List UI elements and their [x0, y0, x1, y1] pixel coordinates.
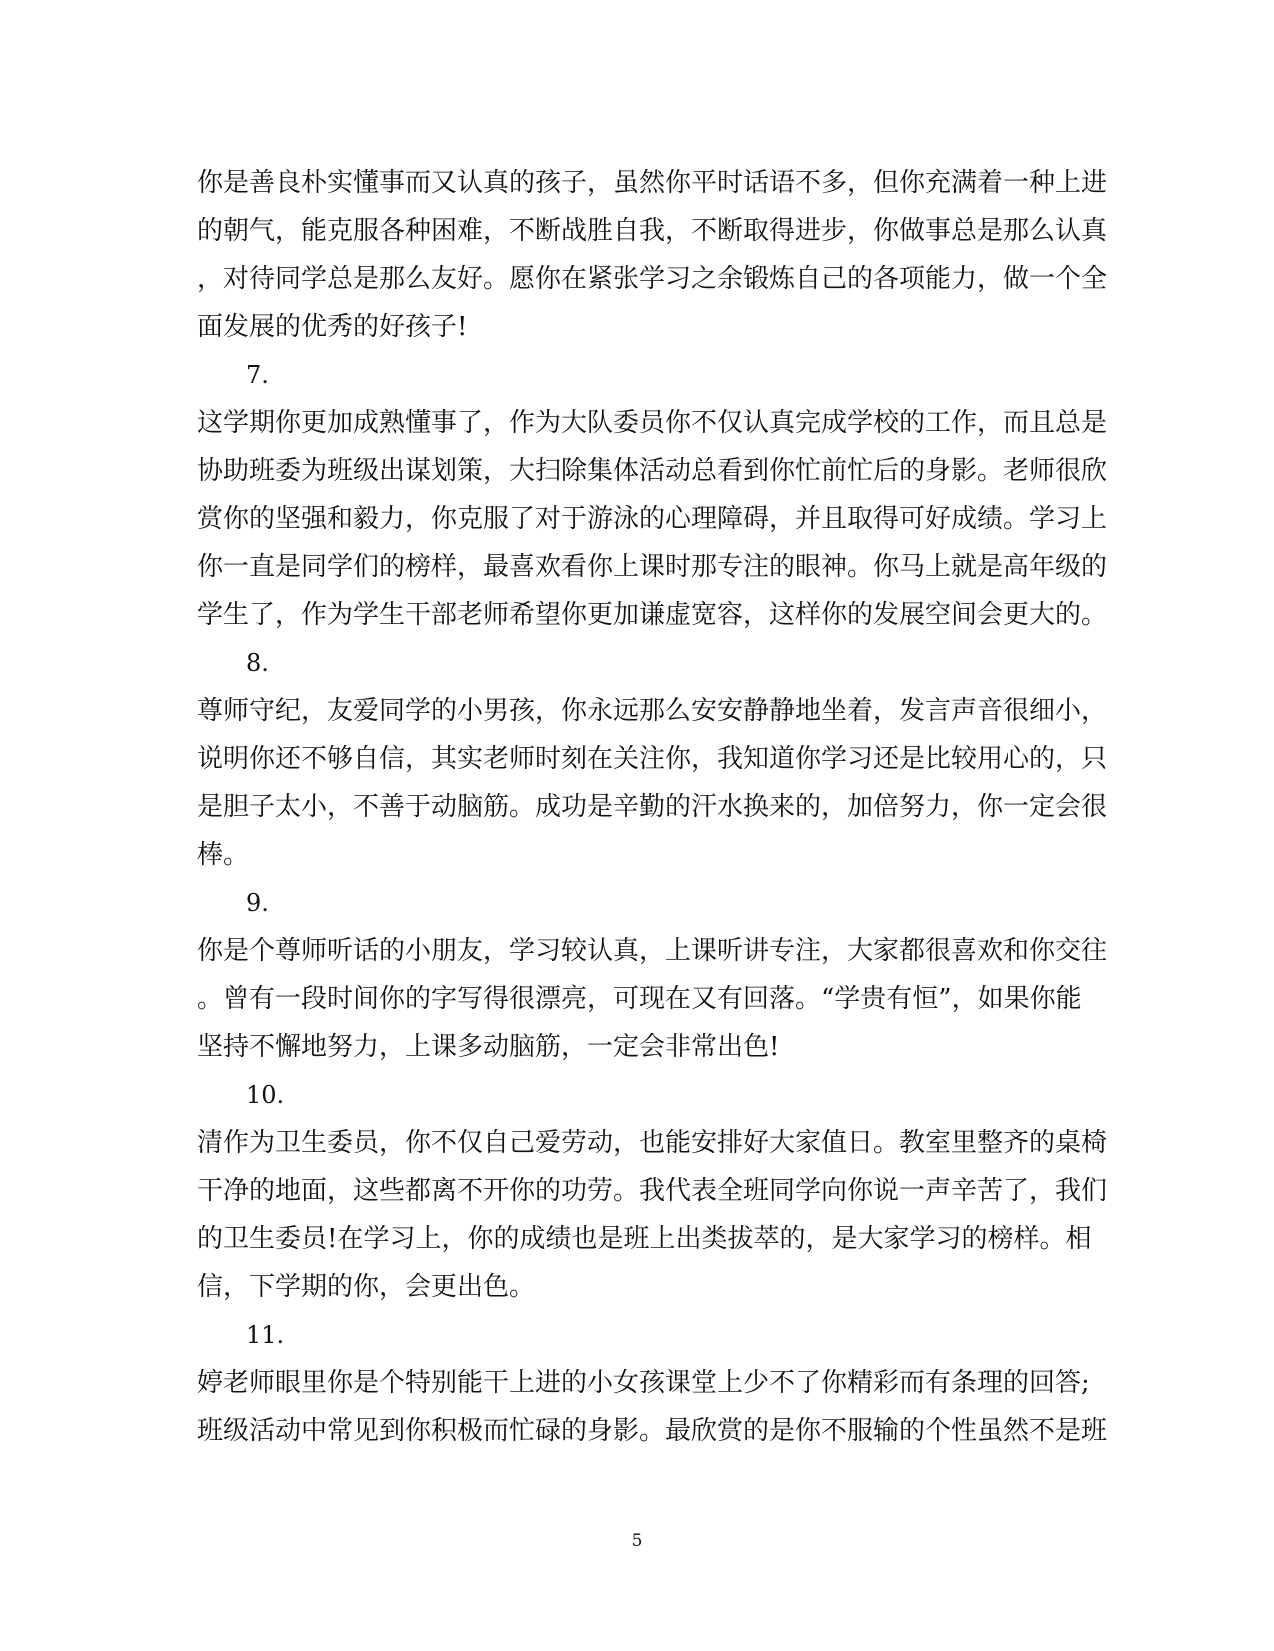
- item-number: 8.: [246, 649, 269, 677]
- text-line: 说明你还不够自信，其实老师时刻在关注你，我知道你学习还是比较用心的，只: [197, 744, 1108, 774]
- item-number: 11.: [246, 1321, 285, 1349]
- item-number: 10.: [246, 1081, 285, 1109]
- text-line: 学生了，作为学生干部老师希望你更加谦虚宽容，这样你的发展空间会更大的。: [197, 600, 1108, 630]
- text-line: 的朝气，能克服各种困难，不断战胜自我，不断取得进步，你做事总是那么认真: [197, 216, 1108, 246]
- text-line: 赏你的坚强和毅力，你克服了对于游泳的心理障碍，并且取得可好成绩。学习上: [197, 504, 1108, 534]
- text-line: 尊师守纪，友爱同学的小男孩，你永远那么安安静静地坐着，发言声音很细小，: [197, 696, 1108, 726]
- text-line: 是胆子太小，不善于动脑筋。成功是辛勤的汗水换来的，加倍努力，你一定会很: [197, 792, 1108, 822]
- text-line: 干净的地面，这些都离不开你的功劳。我代表全班同学向你说一声辛苦了，我们: [197, 1176, 1108, 1206]
- text-line: 你是善良朴实懂事而又认真的孩子，虽然你平时话语不多，但你充满着一种上进: [197, 168, 1108, 198]
- text-line: ，对待同学总是那么友好。愿你在紧张学习之余锻炼自己的各项能力，做一个全: [197, 264, 1108, 294]
- text-line: 你一直是同学们的榜样，最喜欢看你上课时那专注的眼神。你马上就是高年级的: [197, 552, 1108, 582]
- text-line: 这学期你更加成熟懂事了，作为大队委员你不仅认真完成学校的工作，而且总是: [197, 408, 1108, 438]
- text-line: 棒。: [197, 840, 250, 870]
- text-line: 的卫生委员!在学习上，你的成绩也是班上出类拔萃的，是大家学习的榜样。相: [197, 1224, 1092, 1254]
- text-line: 班级活动中常见到你积极而忙碌的身影。最欣赏的是你不服输的个性虽然不是班: [197, 1416, 1108, 1446]
- text-line: 你是个尊师听话的小朋友，学习较认真，上课听讲专注，大家都很喜欢和你交往: [197, 936, 1108, 966]
- text-line: 面发展的优秀的好孩子!: [197, 312, 468, 342]
- text-line: 协助班委为班级出谋划策，大扫除集体活动总看到你忙前忙后的身影。老师很欣: [197, 456, 1108, 486]
- text-line: 。曾有一段时间你的字写得很漂亮，可现在又有回落。“学贵有恒”，如果你能: [197, 984, 1082, 1014]
- item-number: 7.: [246, 361, 269, 389]
- item-number: 9.: [246, 889, 269, 917]
- text-line: 坚持不懈地努力，上课多动脑筋，一定会非常出色!: [197, 1032, 780, 1062]
- text-line: 婷老师眼里你是个特别能干上进的小女孩课堂上少不了你精彩而有条理的回答;: [197, 1368, 1090, 1398]
- text-line: 信，下学期的你，会更出色。: [197, 1272, 536, 1302]
- page-number: 5: [631, 1531, 643, 1551]
- text-line: 清作为卫生委员，你不仅自己爱劳动，也能安排好大家值日。教室里整齐的桌椅: [197, 1128, 1108, 1158]
